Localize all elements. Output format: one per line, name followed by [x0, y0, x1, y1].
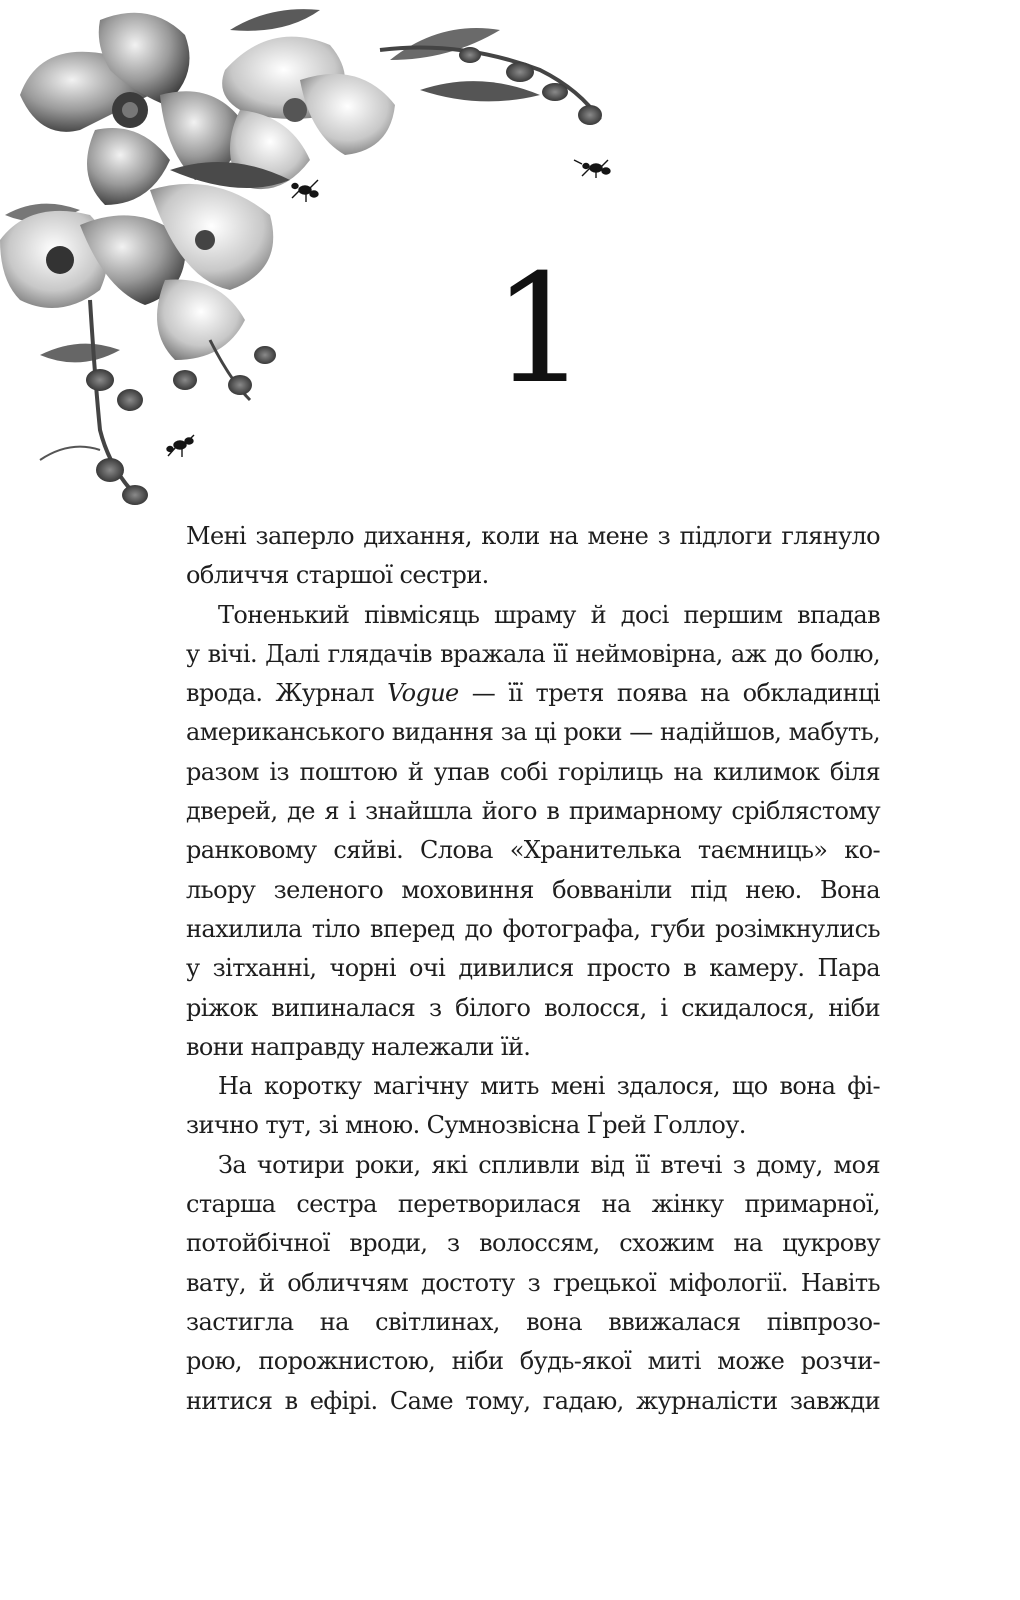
text-line: рою, порожнистою, ніби будь-якої миті може розчи- [186, 1347, 880, 1376]
text-line: старша сестра перетворилася на жінку примарної, [186, 1190, 880, 1219]
text-line: ріжок випиналася з білого волосся, і скидалося, ніби [186, 993, 880, 1022]
chapter-text [186, 517, 880, 1421]
magazine-title: Vogue [387, 679, 459, 708]
text-line: Мені заперло дихання, коли на мене з підлоги глянуло [186, 522, 880, 550]
text-line: зично тут, зі мною. Сумнозвісна Ґрей Голлоу. [186, 1111, 746, 1140]
text-line: льору зеленого моховиння бовваніли під нею. Вона [186, 875, 880, 904]
ant-icon [292, 180, 318, 202]
text-line: у зітханні, чорні очі дивилися просто в камеру. Пара [186, 954, 880, 983]
text-fragment: врода. Журнал [186, 679, 388, 708]
text-line: нахилила тіло вперед до фотографа, губи розімкнулись [186, 914, 880, 943]
text-line: За чотири роки, які спливли від її втечі з дому, моя [218, 1150, 880, 1179]
text-line: застигла на світлинах, вона ввижалася півпрозо- [186, 1307, 880, 1336]
chapter-number: 1 [492, 243, 588, 417]
text-line [186, 674, 880, 713]
text-line: дверей, де я і знайшла його в примарному сріблястому [186, 797, 880, 826]
ant-icon [167, 435, 194, 457]
text-line: обличчя старшої сестри. [186, 561, 489, 590]
text-fragment: — її третя поява на обкладинці [458, 679, 880, 708]
text-line: вату, й обличчям достоту з грецької міфології. Навіть [186, 1268, 880, 1297]
text-line: вони направду належали їй. [186, 1032, 531, 1061]
text-line: Тоненький півмісяць шраму й досі першим впадав [218, 600, 880, 629]
text-line: На коротку магічну мить мені здалося, що вона фі- [218, 1072, 880, 1101]
hanging-buds-icon [40, 300, 276, 505]
text-line: у вічі. Далі глядачів вражала її неймовірна, аж до болю, [186, 639, 880, 668]
ant-icon [574, 160, 610, 178]
text-line: американського видання за ці роки — надійшов, мабуть, [186, 718, 880, 747]
text-line: потойбічної вроди, з волоссям, схожим на цукрову [186, 1229, 880, 1258]
text-line: ранковому сяйві. Слова «Хранителька таємниць» ко- [186, 836, 880, 865]
text-line: разом із поштою й упав собі горілиць на килимок біля [186, 757, 880, 786]
text-line: нитися в ефірі. Саме тому, гадаю, журналісти завжди [186, 1386, 880, 1415]
